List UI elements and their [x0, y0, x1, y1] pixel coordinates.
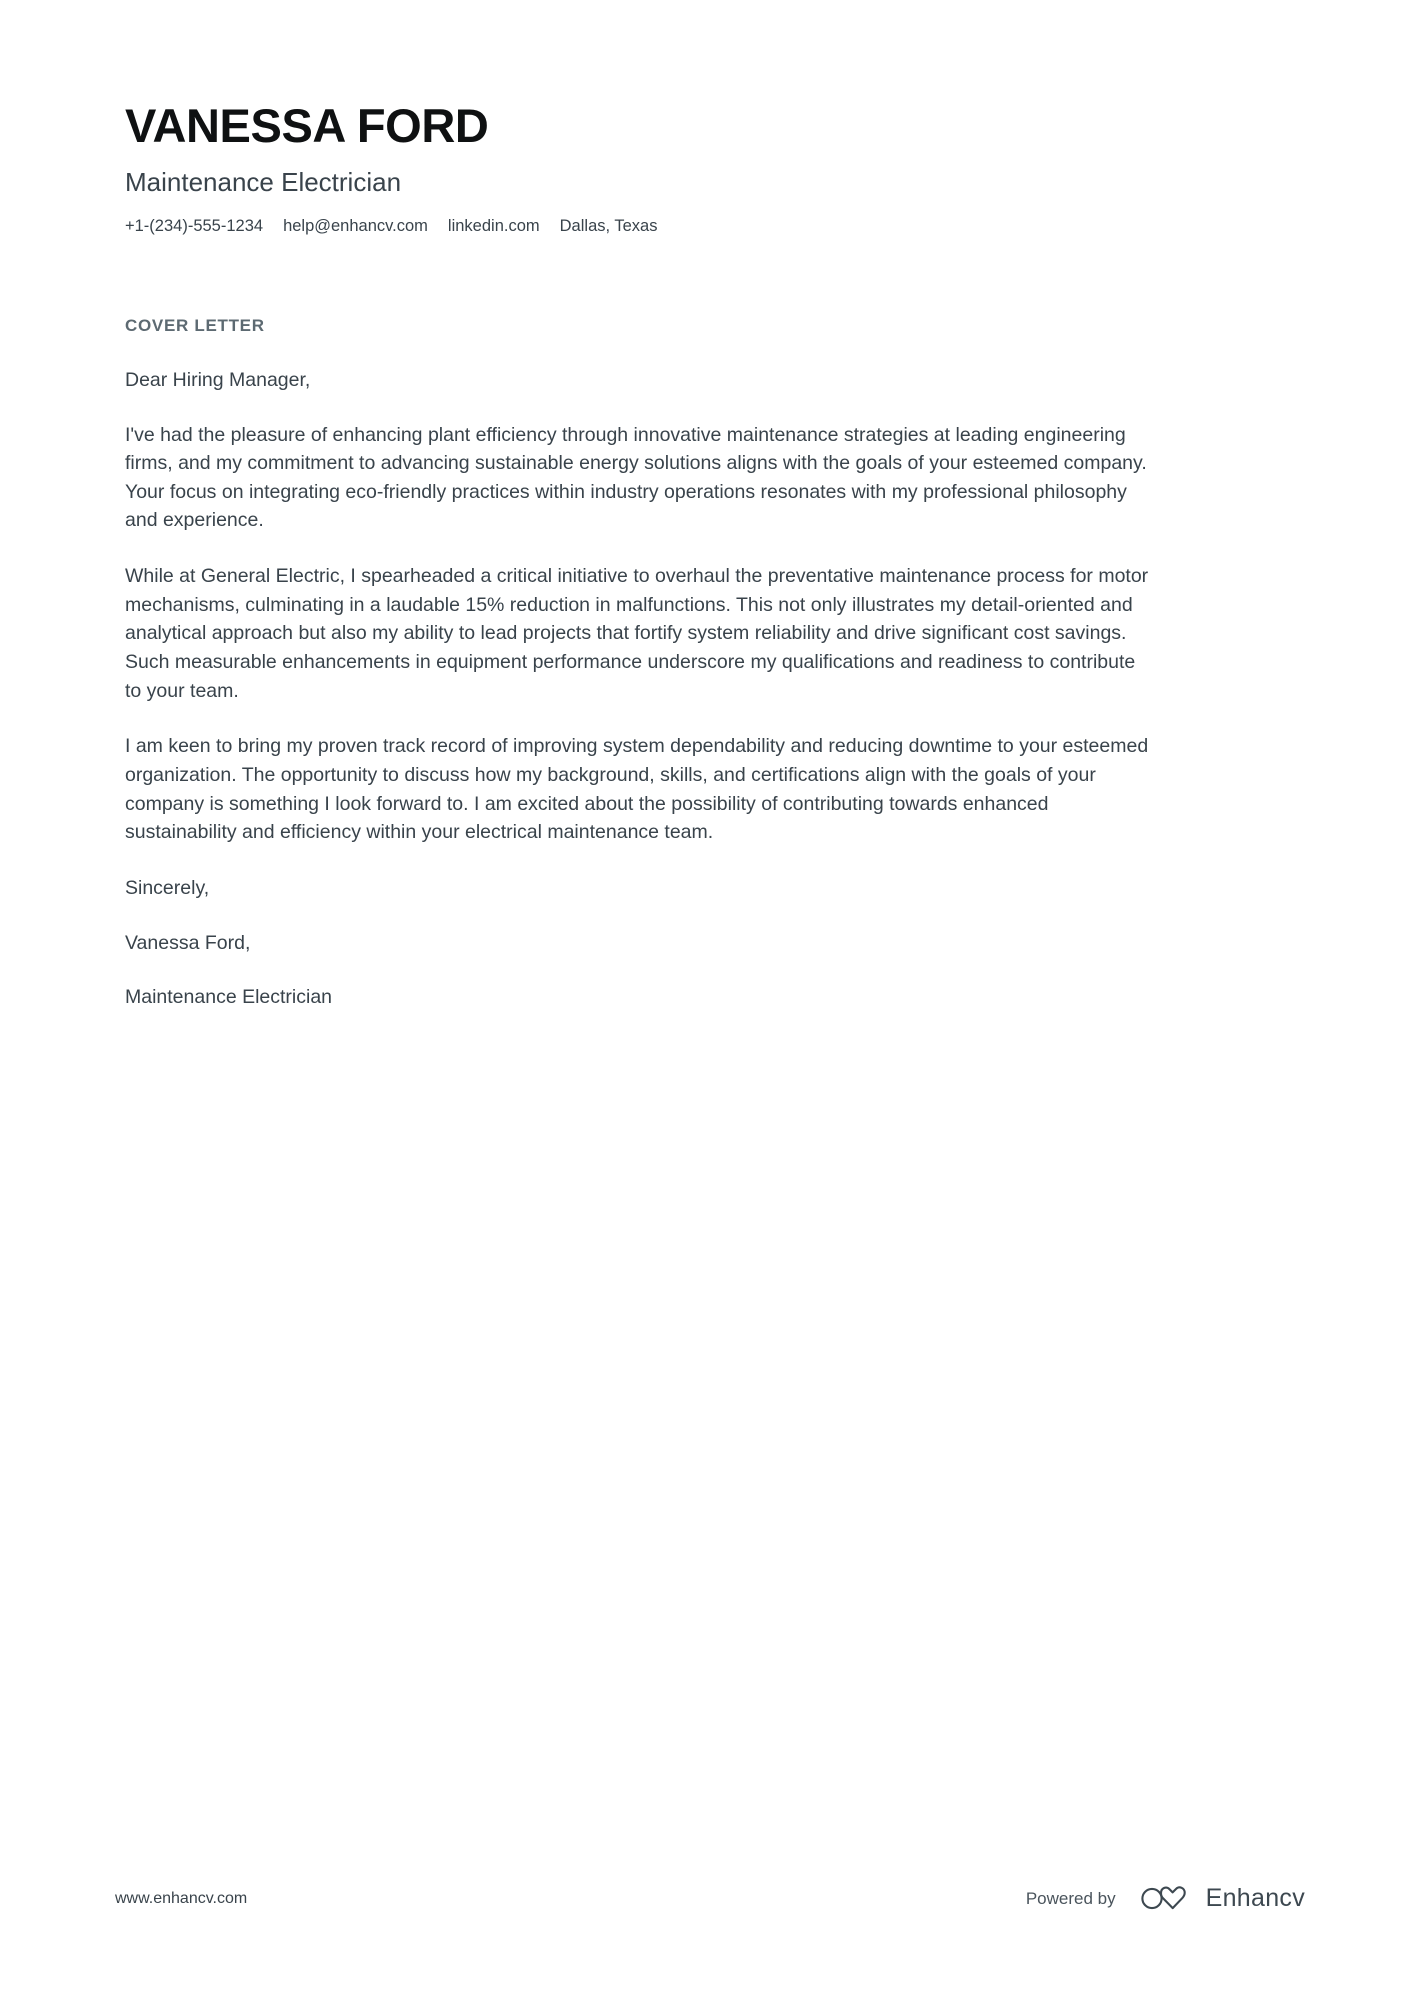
contact-phone: +1-(234)-555-1234 — [125, 217, 264, 236]
candidate-name: VANESSA FORD — [125, 99, 489, 152]
letter-header — [125, 0, 1285, 238]
letter-closing: Sincerely, — [125, 877, 210, 900]
letter-signature-title: Maintenance Electrician — [125, 986, 333, 1009]
powered-by-label: Powered by — [1025, 1888, 1116, 1908]
enhancv-brand-name: Enhancv — [1205, 1883, 1305, 1912]
letter-body — [125, 366, 1155, 1012]
letter-signature-name: Vanessa Ford, — [125, 931, 251, 954]
contact-email[interactable]: help@enhancv.com — [283, 217, 428, 236]
contact-linkedin[interactable]: linkedin.com — [447, 217, 540, 236]
page-footer — [0, 1883, 1410, 1923]
footer-website-link[interactable]: www.enhancv.com — [115, 1890, 248, 1907]
letter-salutation: Dear Hiring Manager, — [125, 368, 311, 391]
enhancv-logo-lockup[interactable] — [1138, 1883, 1305, 1913]
enhancv-infinity-heart-icon — [1138, 1883, 1194, 1913]
footer-branding — [1026, 1883, 1305, 1913]
letter-paragraph-2: While at General Electric, I spearheaded a critical initiative to overhaul the preventative maintenance process for motor mechanisms, culminating in a laudable 15% reduction in malfunctions. This not only illustrates my detail-oriented and analytical approach but also my ability to lead projects that fortify system reliability and drive significant cost savings. Such measurable enhancements in equipment performance underscore my qualifications and readiness to contribute to your team. — [125, 565, 1149, 702]
letter-paragraph-1: I've had the pleasure of enhancing plant efficiency through innovative maintenance strategies at leading engineering firms, and my commitment to advancing sustainable energy solutions aligns with the goals of your esteemed company. Your focus on integrating eco-friendly practices within industry operations resonates with my professional philosophy and experience. — [125, 423, 1147, 532]
cover-letter-section — [125, 316, 1285, 1012]
candidate-job-title: Maintenance Electrician — [125, 166, 402, 197]
page-content — [125, 0, 1285, 1012]
contact-location: Dallas, Texas — [559, 217, 658, 236]
contact-details — [125, 216, 1285, 237]
section-title-cover-letter: COVER LETTER — [125, 315, 265, 335]
letter-paragraph-3: I am keen to bring my proven track record of improving system dependability and reducing downtime to your esteemed organization. The opportunity to discuss how my background, skills, and certifications align with the goals of your company is something I look forward to. I am excited about the possibility of contributing towards enhanced sustainability and efficiency within your electrical maintenance team. — [125, 735, 1149, 844]
